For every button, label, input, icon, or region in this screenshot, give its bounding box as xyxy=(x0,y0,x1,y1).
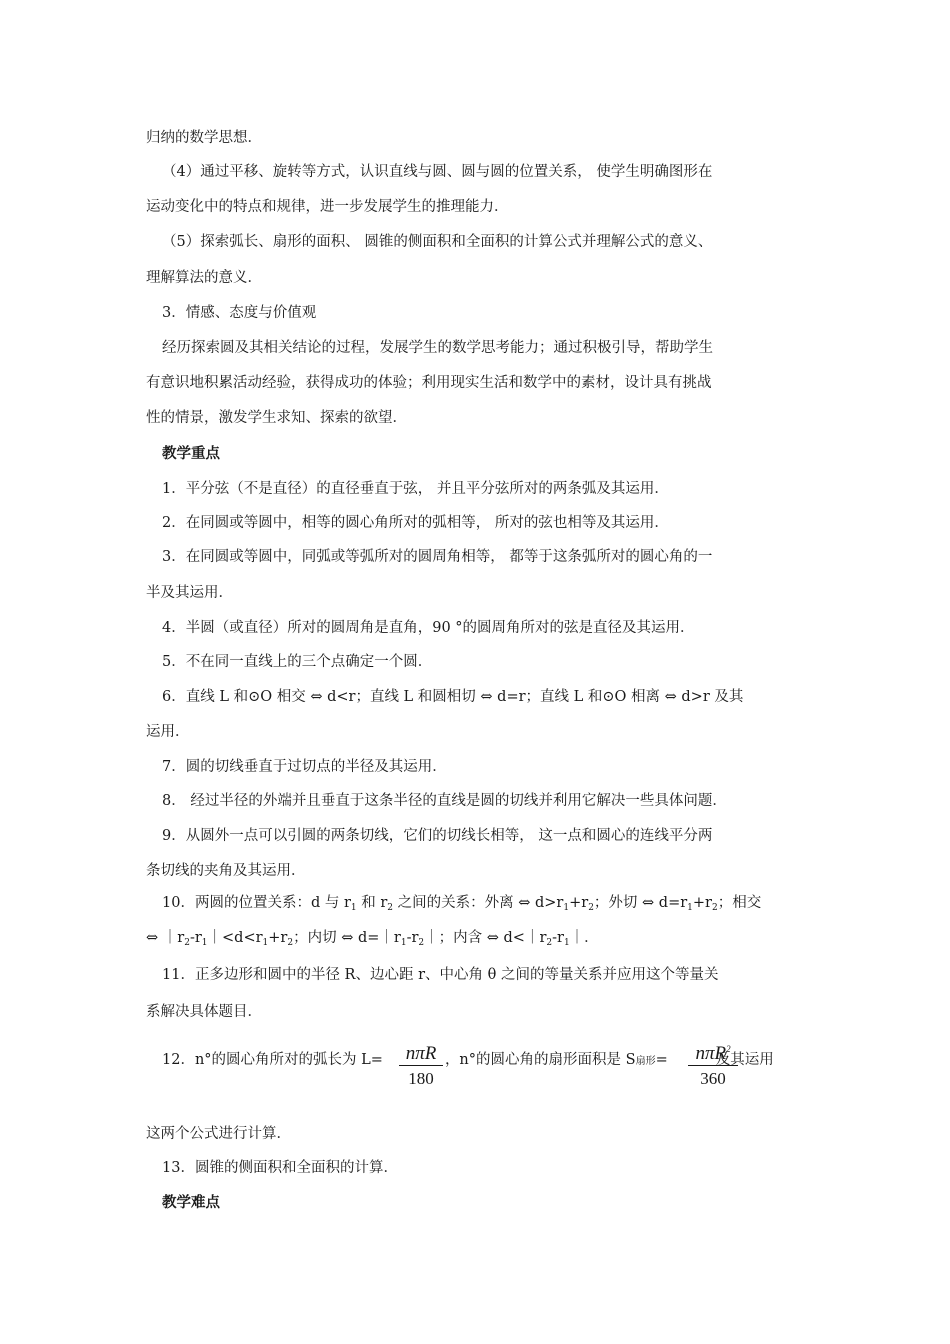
text-run: +r xyxy=(268,930,288,946)
subscript: 1 xyxy=(563,903,570,913)
numerator-text: nπR xyxy=(695,1043,727,1064)
subscript: 1 xyxy=(201,938,208,948)
text-run: ｜<d<r xyxy=(207,930,263,946)
subscript: 2 xyxy=(184,938,190,948)
text-run: 和 r xyxy=(356,895,388,911)
list-item: 6．直线 L 和⊙O 相交 ⇔ d<r；直线 L 和圆相切 ⇔ d=r；直线 L 和⊙O 相离 ⇔ d>r 及其 xyxy=(162,689,744,705)
list-item: 9．从圆外一点可以引圆的两条切线，它们的切线长相等， 这一点和圆心的连线平分两 xyxy=(162,828,713,844)
text-line: 有意识地积累活动经验，获得成功的体验；利用现实生活和数学中的素材，设计具有挑战 xyxy=(146,375,712,391)
text-run: 12．n°的圆心角所对的弧长为 L= xyxy=(162,1052,383,1068)
list-item-continuation xyxy=(146,928,599,953)
list-item: 11．正多边形和圆中的半径 R、边心距 r、中心角 θ 之间的等量关系并应用这个等量关 xyxy=(162,967,719,983)
text-line: （5）探索弧长、扇形的面积、 圆锥的侧面积和全面积的计算公式并理解公式的意义、 xyxy=(162,234,713,250)
list-item: 4．半圆（或直径）所对的圆周角是直角，90 °的圆周角所对的弦是直径及其运用． xyxy=(162,620,695,636)
subscript: 2 xyxy=(387,903,394,913)
list-item: 13．圆锥的侧面积和全面积的计算． xyxy=(162,1160,398,1176)
text-run: -r xyxy=(406,930,419,946)
fraction-denominator: 360 xyxy=(688,1065,738,1089)
section-heading-difficulties: 教学难点 xyxy=(162,1194,220,1211)
list-item: 3．在同圆或等圆中，同弧或等弧所对的圆周角相等， 都等于这条弧所对的圆心角的一 xyxy=(162,549,713,565)
text-run: 及其运用 xyxy=(715,1052,774,1068)
section-subheading: 3．情感、态度与价值观 xyxy=(162,305,317,321)
text-line: 归纳的数学思想． xyxy=(146,130,262,146)
text-run: ⇔ ｜r xyxy=(146,930,185,946)
list-item: 1．平分弦（不是直径）的直径垂直于弦， 并且平分弦所对的两条弧及其运用． xyxy=(162,481,669,497)
list-item xyxy=(162,1050,774,1072)
list-item: 5．不在同一直线上的三个点确定一个圆． xyxy=(162,654,433,670)
text-line: 理解算法的意义． xyxy=(146,270,262,286)
section-heading-key-points: 教学重点 xyxy=(162,445,220,462)
text-run: +r xyxy=(692,895,712,911)
subscript: 1 xyxy=(350,903,357,913)
subscript: 1 xyxy=(687,903,693,913)
text-line: 运动变化中的特点和规律，进一步发展学生的推理能力． xyxy=(146,199,509,215)
text-run: -r xyxy=(189,930,202,946)
text-run: 10．两圆的位置关系：d 与 r xyxy=(162,895,351,911)
subscript: 2 xyxy=(711,903,718,913)
subscript: 2 xyxy=(588,903,594,913)
fraction-numerator xyxy=(688,1043,738,1065)
sector-area-fraction xyxy=(688,1043,738,1089)
list-item: 8． 经过半径的外端并且垂直于这条半径的直线是圆的切线并利用它解决一些具体问题． xyxy=(162,793,727,809)
fraction-numerator: nπR xyxy=(405,1043,437,1064)
list-item-continuation: 半及其运用． xyxy=(146,585,233,601)
text-run: ，n°的圆心角的扇形面积是 S xyxy=(444,1052,636,1068)
text-run: ｜；内含 ⇔ d<｜r xyxy=(424,930,547,946)
fraction-denominator: 180 xyxy=(399,1065,443,1089)
subscript: 1 xyxy=(563,938,570,948)
list-item-continuation: 运用． xyxy=(146,724,190,740)
subscript: 2 xyxy=(546,938,553,948)
list-item-continuation: 这两个公式进行计算． xyxy=(146,1126,291,1142)
list-item-continuation: 条切线的夹角及其运用． xyxy=(146,863,306,879)
text-run: +r xyxy=(569,895,589,911)
text-run: ；外切 ⇔ d=r xyxy=(593,895,688,911)
text-run: ｜． xyxy=(569,930,599,946)
subscript: 1 xyxy=(262,938,269,948)
list-item: 7．圆的切线垂直于过切点的半径及其运用． xyxy=(162,759,447,775)
subscript: 1 xyxy=(400,938,407,948)
text-run: -r xyxy=(552,930,564,946)
list-item-continuation: 系解决具体题目． xyxy=(146,1004,262,1020)
text-run: = xyxy=(655,1052,668,1068)
list-item xyxy=(162,893,761,918)
subscript: 2 xyxy=(287,938,294,948)
text-line: 性的情景，激发学生求知、探索的欲望． xyxy=(146,410,407,426)
subscript: 2 xyxy=(418,938,425,948)
superscript: 2 xyxy=(726,1044,731,1054)
text-line: 经历探索圆及其相关结论的过程，发展学生的数学思考能力；通过积极引导，帮助学生 xyxy=(162,340,713,356)
text-run: ；内切 ⇔ d=｜r xyxy=(293,930,401,946)
text-run: ；相交 xyxy=(717,895,762,911)
list-item: 2．在同圆或等圆中，相等的圆心角所对的弧相等， 所对的弦也相等及其运用． xyxy=(162,515,669,531)
arc-length-fraction xyxy=(399,1043,443,1089)
subscript: 扇形 xyxy=(635,1056,656,1067)
text-run: 之间的关系：外离 ⇔ d>r xyxy=(393,895,564,911)
text-line: （4）通过平移、旋转等方式，认识直线与圆、圆与圆的位置关系， 使学生明确图形在 xyxy=(162,164,713,180)
